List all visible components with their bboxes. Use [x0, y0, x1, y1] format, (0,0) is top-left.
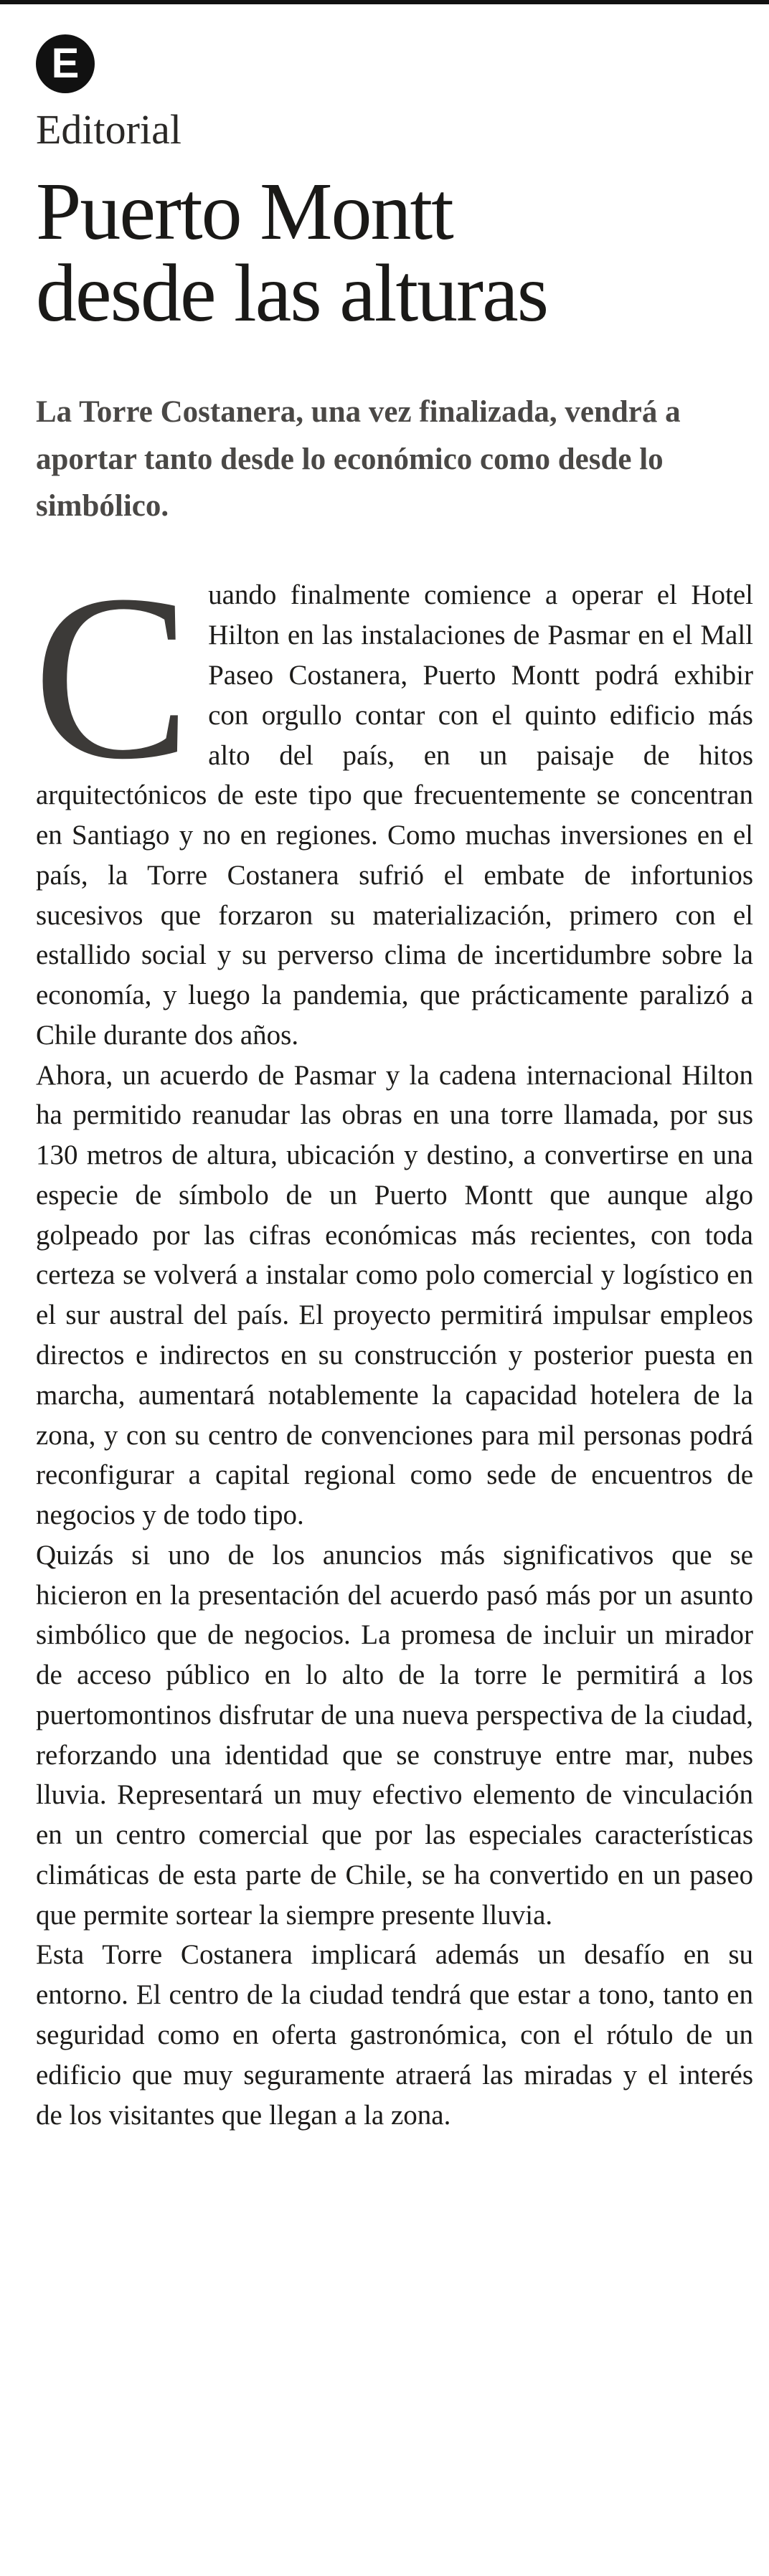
editorial-article: [33, 34, 753, 2135]
paragraph-3: Quizás si uno de los anuncios más significativos que se hicieron en la presentación del acuerdo pasó más por un asunto simbólico que de negocios. La promesa de incluir un mirador de acceso público en lo alto de la torre le permitirá a los puertomontinos disfrutar de una nueva perspectiva de la ciudad, reforzando una identidad que se construye entre mar, nubes lluvia. Representará un muy efectivo elemento de vinculación en un centro comercial que por las especiales características climáticas de esta parte de Chile, se ha convertido en un paseo que permite sortear la siempre presente lluvia.: [36, 1539, 753, 1931]
paragraph-1: [33, 546, 753, 1055]
editorial-badge: E: [36, 34, 95, 93]
dek: La Torre Costanera, una vez finalizada, vendrá a aportar tanto desde lo económico como desde lo simbólico.: [36, 395, 681, 524]
paragraph-2: Ahora, un acuerdo de Pasmar y la cadena internacional Hilton ha permitido reanudar las obras en una torre llamada, por sus 130 metros de altura, ubicación y destino, a convertirse en una especie de símbolo de un Puerto Montt que aunque algo golpeado por las cifras económicas más recientes, con toda certeza se volverá a instalar como polo comercial y logístico en el sur austral del país. El proyecto permitirá impulsar empleos directos e indirectos en su construcción y posterior puesta en marcha, aumentará notablemente la capacidad hotelera de la zona, y con su centro de convenciones para mil personas podrá reconfigurar a capital regional como sede de encuentros de negocios y de todo tipo.: [36, 1059, 753, 1531]
article-body: [33, 546, 753, 2135]
paragraph-4: Esta Torre Costanera implicará además un desafío en su entorno. El centro de la ciudad tendrá que estar a tono, tanto en seguridad como en oferta gastronómica, con el rótulo de un edificio que muy seguramente atraerá las miradas y el interés de los visitantes que llegan a la zona.: [36, 1939, 753, 2131]
section-label: Editorial: [36, 106, 181, 153]
headline: [36, 166, 753, 338]
paragraph-1-text: uando finalmente comience a operar el Hotel Hilton en las instalaciones de Pasmar en el Mall Paseo Costanera, Puerto Montt podrá exhibir con orgullo contar con el quinto edificio más alto del país, en un paisaje de hitos arquitectónicos de este tipo que frecuentemente se concentran en Santiago y no en regiones. Como muchas inversiones en el país, la Torre Costanera sufrió el embate de infortunios sucesivos que forzaron su materialización, primero con el estallido social y su perverso clima de incertidumbre sobre la economía, y luego la pandemia, que prácticamente paralizó a Chile durante dos años.: [36, 579, 753, 1051]
headline-line-2: desde las alturas: [36, 247, 548, 338]
drop-cap: C: [33, 546, 192, 809]
headline-line-1: Puerto Montt: [36, 166, 453, 257]
top-rule: [0, 0, 769, 4]
